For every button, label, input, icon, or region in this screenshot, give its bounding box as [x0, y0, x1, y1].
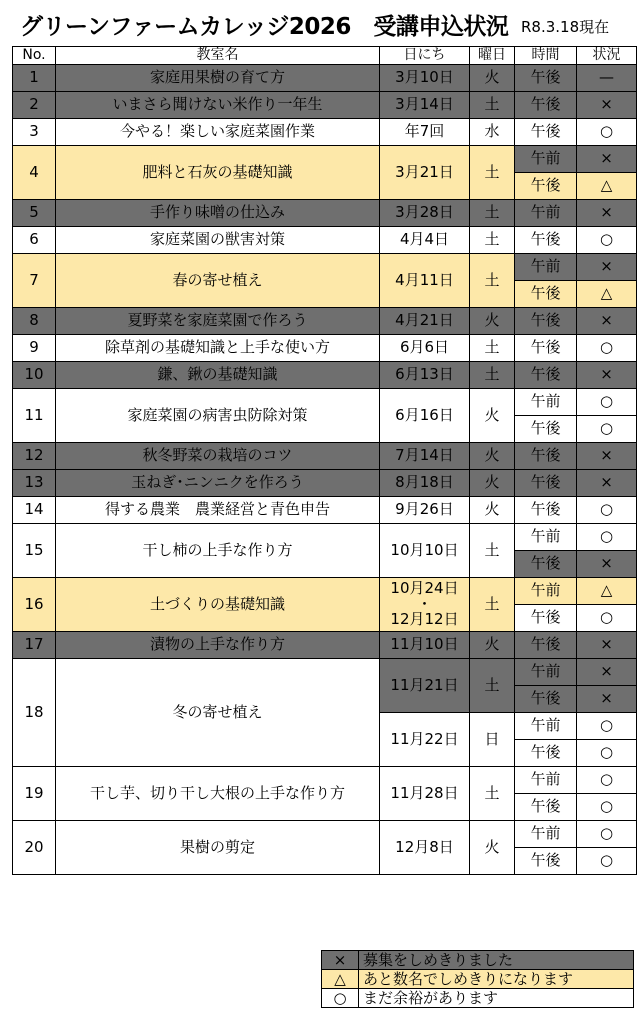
class-name: 玉ねぎ･ニンニクを作ろう — [56, 470, 380, 497]
session-time: 午後 — [515, 443, 577, 470]
session-time: 午前 — [515, 389, 577, 416]
class-weekday: 土 — [470, 578, 515, 632]
session-status: × — [577, 254, 637, 281]
table-row — [13, 497, 637, 524]
class-name: 冬の寄せ植え — [56, 659, 380, 767]
class-name: 今やる！楽しい家庭菜園作業 — [56, 119, 380, 146]
table-row — [13, 200, 637, 227]
class-date: 11月21日 — [380, 659, 470, 713]
class-weekday: 火 — [470, 443, 515, 470]
class-date: 3月28日 — [380, 200, 470, 227]
class-weekday: 土 — [470, 659, 515, 713]
table-row — [13, 146, 637, 173]
session-time: 午後 — [515, 605, 577, 632]
class-date: 3月21日 — [380, 146, 470, 200]
table-row — [13, 119, 637, 146]
session-time: 午後 — [515, 227, 577, 254]
class-weekday: 火 — [470, 389, 515, 443]
session-time: 午前 — [515, 767, 577, 794]
table-row — [13, 227, 637, 254]
class-date: 年7回 — [380, 119, 470, 146]
header-cell: 時間 — [515, 47, 577, 65]
class-date: 6月16日 — [380, 389, 470, 443]
session-status: × — [577, 470, 637, 497]
session-status: ○ — [577, 335, 637, 362]
legend-symbol: × — [322, 951, 359, 970]
class-weekday: 火 — [470, 497, 515, 524]
table-row — [13, 362, 637, 389]
session-status: × — [577, 632, 637, 659]
class-date: 3月14日 — [380, 92, 470, 119]
class-name: 果樹の剪定 — [56, 821, 380, 875]
class-date: 8月18日 — [380, 470, 470, 497]
class-weekday: 火 — [470, 65, 515, 92]
session-time: 午後 — [515, 632, 577, 659]
class-number: 12 — [13, 443, 56, 470]
session-time: 午前 — [515, 146, 577, 173]
session-time: 午後 — [515, 416, 577, 443]
class-number: 15 — [13, 524, 56, 578]
class-name: 土づくりの基礎知識 — [56, 578, 380, 632]
table-row — [13, 821, 637, 848]
class-weekday: 火 — [470, 821, 515, 875]
class-date: 4月11日 — [380, 254, 470, 308]
session-status: ○ — [577, 497, 637, 524]
table-row — [13, 308, 637, 335]
header-cell: 状況 — [577, 47, 637, 65]
session-status: ○ — [577, 848, 637, 875]
table-row — [13, 335, 637, 362]
class-name: 家庭菜園の獣害対策 — [56, 227, 380, 254]
session-status: ○ — [577, 119, 637, 146]
session-time: 午後 — [515, 686, 577, 713]
session-time: 午後 — [515, 92, 577, 119]
class-number: 1 — [13, 65, 56, 92]
session-status: △ — [577, 281, 637, 308]
header-cell: 教室名 — [56, 47, 380, 65]
legend-symbol: △ — [322, 970, 359, 989]
class-date: 6月13日 — [380, 362, 470, 389]
class-date: 12月8日 — [380, 821, 470, 875]
class-number: 11 — [13, 389, 56, 443]
session-status: △ — [577, 578, 637, 605]
class-weekday: 日 — [470, 713, 515, 767]
session-status: × — [577, 443, 637, 470]
session-status: × — [577, 659, 637, 686]
class-name: 春の寄せ植え — [56, 254, 380, 308]
class-name: いまさら聞けない米作り一年生 — [56, 92, 380, 119]
class-date: 11月22日 — [380, 713, 470, 767]
class-date-line: ・ — [416, 594, 432, 613]
class-date — [380, 578, 470, 632]
class-number: 7 — [13, 254, 56, 308]
class-number: 20 — [13, 821, 56, 875]
session-status: ○ — [577, 821, 637, 848]
session-time: 午後 — [515, 497, 577, 524]
class-name: 家庭菜園の病害虫防除対策 — [56, 389, 380, 443]
table-row — [13, 389, 637, 416]
class-number: 19 — [13, 767, 56, 821]
header-cell: No. — [13, 47, 56, 65]
class-weekday: 土 — [470, 92, 515, 119]
legend-table — [321, 950, 634, 1008]
session-time: 午前 — [515, 200, 577, 227]
legend-row — [322, 951, 634, 970]
class-date-line: 10月24日 — [390, 578, 459, 597]
class-number: 3 — [13, 119, 56, 146]
session-time: 午前 — [515, 821, 577, 848]
session-status: ○ — [577, 740, 637, 767]
session-status: ○ — [577, 767, 637, 794]
session-time: 午後 — [515, 362, 577, 389]
class-weekday: 土 — [470, 227, 515, 254]
table-row — [13, 659, 637, 686]
session-time: 午後 — [515, 794, 577, 821]
class-weekday: 火 — [470, 470, 515, 497]
table-row — [13, 524, 637, 551]
class-date: 10月10日 — [380, 524, 470, 578]
session-status: ○ — [577, 605, 637, 632]
session-time: 午後 — [515, 848, 577, 875]
class-date: 7月14日 — [380, 443, 470, 470]
class-weekday: 土 — [470, 524, 515, 578]
session-status: × — [577, 686, 637, 713]
header-cell: 曜日 — [470, 47, 515, 65]
table-row — [13, 254, 637, 281]
class-number: 17 — [13, 632, 56, 659]
class-weekday: 土 — [470, 254, 515, 308]
class-name: 秋冬野菜の栽培のコツ — [56, 443, 380, 470]
session-status: — — [577, 65, 637, 92]
session-time: 午後 — [515, 470, 577, 497]
session-time: 午後 — [515, 740, 577, 767]
table-row — [13, 470, 637, 497]
session-status: × — [577, 146, 637, 173]
class-number: 9 — [13, 335, 56, 362]
session-status: △ — [577, 173, 637, 200]
class-date: 4月21日 — [380, 308, 470, 335]
session-time: 午後 — [515, 281, 577, 308]
table-row — [13, 632, 637, 659]
session-time: 午前 — [515, 254, 577, 281]
session-status: × — [577, 308, 637, 335]
class-weekday: 土 — [470, 362, 515, 389]
class-date-line: 12月12日 — [390, 610, 459, 629]
table-header-row — [13, 47, 637, 65]
enrollment-table — [12, 46, 637, 875]
session-time: 午前 — [515, 659, 577, 686]
session-status: ○ — [577, 794, 637, 821]
class-name: 鎌、鍬の基礎知識 — [56, 362, 380, 389]
session-status: × — [577, 200, 637, 227]
legend-row — [322, 970, 634, 989]
class-name: 夏野菜を家庭菜園で作ろう — [56, 308, 380, 335]
class-date: 11月28日 — [380, 767, 470, 821]
class-weekday: 土 — [470, 767, 515, 821]
class-date: 4月4日 — [380, 227, 470, 254]
legend-text: あと数名でしめきりになります — [359, 970, 634, 989]
legend-text: まだ余裕があります — [359, 989, 634, 1008]
class-name: 干し芋、切り干し大根の上手な作り方 — [56, 767, 380, 821]
session-time: 午後 — [515, 308, 577, 335]
table-row — [13, 65, 637, 92]
class-weekday: 水 — [470, 119, 515, 146]
page-title: グリーンファームカレッジ2026 受講申込状況 — [20, 14, 509, 40]
class-weekday: 土 — [470, 200, 515, 227]
session-status: ○ — [577, 389, 637, 416]
class-number: 14 — [13, 497, 56, 524]
class-name: 干し柿の上手な作り方 — [56, 524, 380, 578]
legend-symbol: ○ — [322, 989, 359, 1008]
class-number: 8 — [13, 308, 56, 335]
class-number: 10 — [13, 362, 56, 389]
class-name: 漬物の上手な作り方 — [56, 632, 380, 659]
class-weekday: 火 — [470, 308, 515, 335]
class-number: 5 — [13, 200, 56, 227]
session-time: 午前 — [515, 578, 577, 605]
class-name: 得する農業 農業経営と青色申告 — [56, 497, 380, 524]
class-name: 手作り味噌の仕込み — [56, 200, 380, 227]
class-date: 3月10日 — [380, 65, 470, 92]
class-number: 2 — [13, 92, 56, 119]
table-row — [13, 578, 637, 605]
session-status: ○ — [577, 416, 637, 443]
session-time: 午後 — [515, 119, 577, 146]
class-date: 9月26日 — [380, 497, 470, 524]
session-time: 午後 — [515, 65, 577, 92]
table-row — [13, 767, 637, 794]
class-date: 11月10日 — [380, 632, 470, 659]
as-of-date: R8.3.18現在 — [521, 18, 610, 36]
class-name: 肥料と石灰の基礎知識 — [56, 146, 380, 200]
legend-text: 募集をしめきりました — [359, 951, 634, 970]
class-number: 6 — [13, 227, 56, 254]
session-time: 午後 — [515, 335, 577, 362]
session-time: 午前 — [515, 524, 577, 551]
header-cell: 日にち — [380, 47, 470, 65]
class-number: 13 — [13, 470, 56, 497]
session-status: ○ — [577, 524, 637, 551]
class-weekday: 土 — [470, 146, 515, 200]
class-weekday: 火 — [470, 632, 515, 659]
class-weekday: 土 — [470, 335, 515, 362]
session-status: ○ — [577, 227, 637, 254]
class-name: 家庭用果樹の育て方 — [56, 65, 380, 92]
session-status: × — [577, 92, 637, 119]
session-status: × — [577, 362, 637, 389]
legend-row — [322, 989, 634, 1008]
session-time: 午後 — [515, 173, 577, 200]
class-date: 6月6日 — [380, 335, 470, 362]
class-number: 18 — [13, 659, 56, 767]
class-name: 除草剤の基礎知識と上手な使い方 — [56, 335, 380, 362]
table-row — [13, 92, 637, 119]
session-status: ○ — [577, 713, 637, 740]
session-time: 午前 — [515, 713, 577, 740]
class-number: 16 — [13, 578, 56, 632]
table-row — [13, 443, 637, 470]
session-time: 午後 — [515, 551, 577, 578]
class-number: 4 — [13, 146, 56, 200]
session-status: × — [577, 551, 637, 578]
